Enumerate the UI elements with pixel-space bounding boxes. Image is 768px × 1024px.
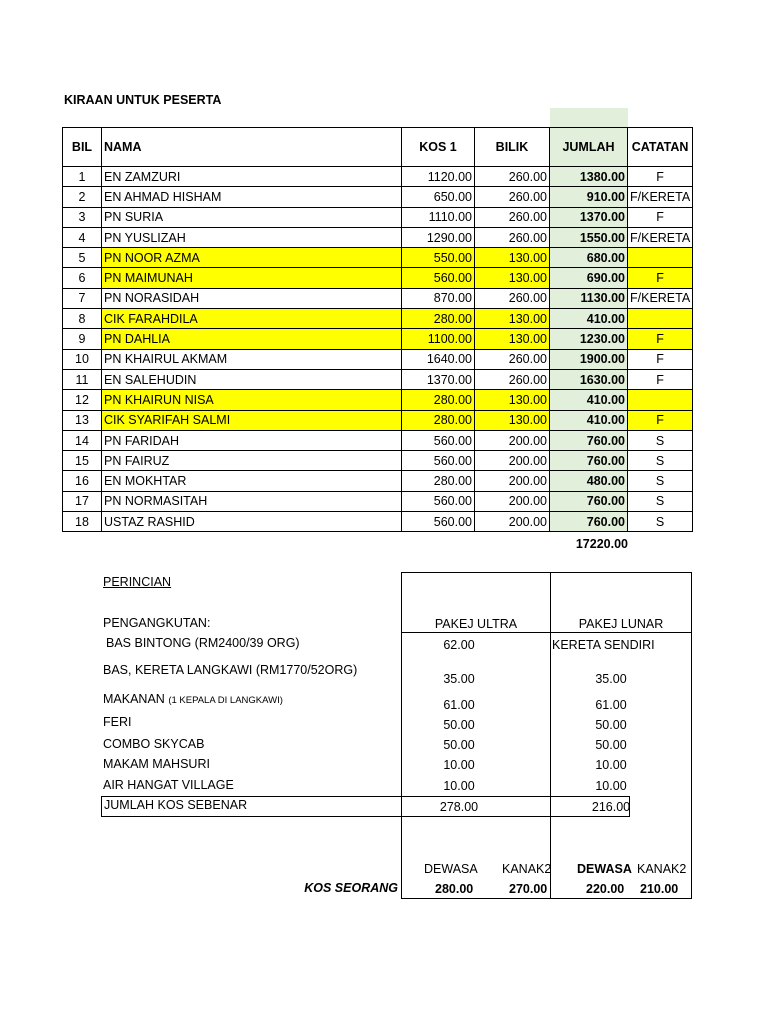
row-jumlah: 760.00: [550, 451, 628, 471]
item-label-bas-bintong: BAS BINTONG (RM2400/39 ORG): [106, 636, 300, 650]
row-kos1: 1100.00: [402, 329, 475, 349]
kos-lunar-dewasa: 220.00: [586, 882, 625, 896]
row-jumlah: 480.00: [550, 471, 628, 491]
table-row: [63, 512, 693, 532]
item-label-feri: FERI: [103, 715, 132, 729]
perincian-box-bottom: [401, 898, 692, 899]
header-nama: NAMA: [102, 128, 402, 167]
row-kos1: 280.00: [402, 309, 475, 329]
row-bil: 8: [63, 309, 102, 329]
row-catatan: F/KERETA: [628, 227, 693, 247]
perincian-box-right: [691, 572, 692, 899]
row-kos1: 560.00: [402, 430, 475, 450]
item-ultra-makam: 10.00: [443, 758, 475, 772]
item-lunar-air-hangat: 10.00: [595, 779, 627, 793]
pakej-lunar-header: PAKEJ LUNAR: [578, 617, 664, 631]
row-catatan: F/KERETA: [628, 187, 693, 207]
row-bilik: 130.00: [475, 390, 550, 410]
row-catatan: F: [628, 349, 693, 369]
row-bilik: 260.00: [475, 167, 550, 187]
header-kos1: KOS 1: [402, 128, 475, 167]
row-bilik: 130.00: [475, 329, 550, 349]
row-jumlah: 760.00: [550, 430, 628, 450]
row-kos1: 560.00: [402, 451, 475, 471]
table-header-row: [63, 128, 693, 167]
row-bilik: 130.00: [475, 248, 550, 268]
item-label-air-hangat: AIR HANGAT VILLAGE: [103, 778, 234, 792]
table-row: [63, 369, 693, 389]
row-nama: EN AHMAD HISHAM: [102, 187, 402, 207]
item-lunar-bas-langkawi: 35.00: [595, 672, 627, 686]
makanan-label: MAKANAN: [103, 692, 165, 706]
row-bil: 7: [63, 288, 102, 308]
row-bilik: 260.00: [475, 227, 550, 247]
row-nama: PN SURIA: [102, 207, 402, 227]
row-jumlah: 1380.00: [550, 167, 628, 187]
row-kos1: 560.00: [402, 491, 475, 511]
row-nama: EN SALEHUDIN: [102, 369, 402, 389]
makanan-note: (1 KEPALA DI LANGKAWI): [168, 695, 283, 706]
row-jumlah: 910.00: [550, 187, 628, 207]
row-bilik: 260.00: [475, 369, 550, 389]
row-bil: 1: [63, 167, 102, 187]
row-nama: USTAZ RASHID: [102, 512, 402, 532]
row-catatan: F: [628, 207, 693, 227]
kos-ultra-kanak: 270.00: [509, 882, 548, 896]
table-row: [63, 268, 693, 288]
lunar-dewasa-header: DEWASA: [577, 862, 632, 876]
row-catatan: [628, 309, 693, 329]
row-bil: 17: [63, 491, 102, 511]
item-lunar-skycab: 50.00: [595, 738, 627, 752]
row-nama: EN ZAMZURI: [102, 167, 402, 187]
row-kos1: 280.00: [402, 390, 475, 410]
item-lunar-makanan: 61.00: [595, 698, 627, 712]
item-ultra-air-hangat: 10.00: [443, 779, 475, 793]
row-bilik: 200.00: [475, 430, 550, 450]
pengangkutan-label: PENGANGKUTAN:: [103, 616, 211, 630]
row-bil: 6: [63, 268, 102, 288]
kos-ultra-dewasa: 280.00: [435, 882, 474, 896]
row-nama: PN FARIDAH: [102, 430, 402, 450]
sheet-title: KIRAAN UNTUK PESERTA: [64, 93, 222, 107]
total-label: JUMLAH KOS SEBENAR: [104, 798, 248, 812]
row-kos1: 550.00: [402, 248, 475, 268]
item-lunar-makam: 10.00: [595, 758, 627, 772]
row-kos1: 280.00: [402, 410, 475, 430]
header-catatan: CATATAN: [628, 128, 693, 167]
row-bilik: 200.00: [475, 471, 550, 491]
perincian-header-underline: [401, 632, 692, 633]
row-jumlah: 1630.00: [550, 369, 628, 389]
row-bil: 10: [63, 349, 102, 369]
row-kos1: 280.00: [402, 471, 475, 491]
row-bil: 3: [63, 207, 102, 227]
row-nama: PN KHAIRUN NISA: [102, 390, 402, 410]
row-kos1: 1640.00: [402, 349, 475, 369]
kos-seorang-label: KOS SEORANG: [304, 881, 398, 895]
row-bilik: 130.00: [475, 410, 550, 430]
table-row: [63, 207, 693, 227]
table-row: [63, 227, 693, 247]
row-kos1: 870.00: [402, 288, 475, 308]
row-jumlah: 410.00: [550, 410, 628, 430]
row-catatan: F: [628, 167, 693, 187]
row-bil: 16: [63, 471, 102, 491]
row-bil: 14: [63, 430, 102, 450]
table-row: [63, 451, 693, 471]
jumlah-header-fill: [550, 108, 628, 128]
total-box-top: [101, 796, 630, 797]
item-ultra-bas-langkawi: 35.00: [443, 672, 475, 686]
row-jumlah: 690.00: [550, 268, 628, 288]
row-bilik: 130.00: [475, 268, 550, 288]
row-bil: 5: [63, 248, 102, 268]
row-nama: EN MOKHTAR: [102, 471, 402, 491]
row-jumlah: 1370.00: [550, 207, 628, 227]
row-nama: PN DAHLIA: [102, 329, 402, 349]
row-jumlah: 1550.00: [550, 227, 628, 247]
row-catatan: S: [628, 512, 693, 532]
row-catatan: F/KERETA: [628, 288, 693, 308]
grand-total: 17220.00: [575, 537, 628, 551]
ultra-dewasa-header: DEWASA: [424, 862, 478, 876]
row-catatan: [628, 390, 693, 410]
row-nama: PN YUSLIZAH: [102, 227, 402, 247]
row-kos1: 1290.00: [402, 227, 475, 247]
row-nama: PN NOOR AZMA: [102, 248, 402, 268]
row-catatan: F: [628, 369, 693, 389]
table-row: [63, 430, 693, 450]
item-label-makanan: [103, 692, 283, 708]
row-bil: 4: [63, 227, 102, 247]
table-row: [63, 329, 693, 349]
kos-lunar-kanak: 210.00: [640, 882, 679, 896]
row-kos1: 650.00: [402, 187, 475, 207]
row-jumlah: 1230.00: [550, 329, 628, 349]
row-jumlah: 1130.00: [550, 288, 628, 308]
row-nama: PN NORMASITAH: [102, 491, 402, 511]
table-row: [63, 491, 693, 511]
row-bil: 11: [63, 369, 102, 389]
table-row: [63, 349, 693, 369]
item-lunar-feri: 50.00: [595, 718, 627, 732]
item-ultra-feri: 50.00: [443, 718, 475, 732]
row-bilik: 260.00: [475, 288, 550, 308]
header-jumlah: JUMLAH: [550, 128, 628, 167]
item-label-makam: MAKAM MAHSURI: [103, 757, 210, 771]
row-nama: CIK SYARIFAH SALMI: [102, 410, 402, 430]
pakej-ultra-header: PAKEJ ULTRA: [434, 617, 518, 631]
row-bil: 2: [63, 187, 102, 207]
table-row: [63, 288, 693, 308]
row-jumlah: 410.00: [550, 309, 628, 329]
row-nama: PN MAIMUNAH: [102, 268, 402, 288]
row-nama: CIK FARAHDILA: [102, 309, 402, 329]
row-bilik: 200.00: [475, 512, 550, 532]
row-catatan: F: [628, 268, 693, 288]
row-nama: PN KHAIRUL AKMAM: [102, 349, 402, 369]
row-jumlah: 410.00: [550, 390, 628, 410]
row-bil: 12: [63, 390, 102, 410]
row-bil: 9: [63, 329, 102, 349]
total-lunar: 216.00: [591, 800, 631, 814]
row-bilik: 260.00: [475, 207, 550, 227]
item-lunar-bas-bintong: KERETA SENDIRI: [552, 638, 655, 652]
total-box-left: [101, 796, 102, 817]
row-bil: 18: [63, 512, 102, 532]
row-kos1: 560.00: [402, 268, 475, 288]
item-ultra-skycab: 50.00: [443, 738, 475, 752]
ultra-kanak-header: KANAK2: [502, 862, 552, 876]
table-row: [63, 410, 693, 430]
row-kos1: 1370.00: [402, 369, 475, 389]
row-bilik: 200.00: [475, 491, 550, 511]
row-bilik: 130.00: [475, 309, 550, 329]
row-catatan: F: [628, 329, 693, 349]
row-bilik: 260.00: [475, 349, 550, 369]
row-jumlah: 760.00: [550, 491, 628, 511]
row-catatan: S: [628, 451, 693, 471]
item-ultra-bas-bintong: 62.00: [443, 638, 475, 652]
table-row: [63, 471, 693, 491]
row-jumlah: 760.00: [550, 512, 628, 532]
row-bilik: 260.00: [475, 187, 550, 207]
perincian-heading: PERINCIAN: [103, 575, 172, 589]
item-label-bas-langkawi: BAS, KERETA LANGKAWI (RM1770/52ORG): [103, 663, 358, 677]
total-box-bottom: [101, 816, 630, 817]
row-kos1: 560.00: [402, 512, 475, 532]
lunar-kanak-header: KANAK2: [637, 862, 687, 876]
table-row: [63, 309, 693, 329]
row-catatan: [628, 248, 693, 268]
table-row: [63, 390, 693, 410]
item-label-skycab: COMBO SKYCAB: [103, 737, 205, 751]
row-kos1: 1110.00: [402, 207, 475, 227]
item-ultra-makanan: 61.00: [443, 698, 475, 712]
table-row: [63, 187, 693, 207]
row-jumlah: 1900.00: [550, 349, 628, 369]
participant-table: [62, 127, 693, 532]
table-row: [63, 248, 693, 268]
row-catatan: S: [628, 471, 693, 491]
total-ultra: 278.00: [439, 800, 479, 814]
table-row: [63, 167, 693, 187]
row-bilik: 200.00: [475, 451, 550, 471]
row-nama: PN NORASIDAH: [102, 288, 402, 308]
header-bil: BIL: [63, 128, 102, 167]
row-bil: 15: [63, 451, 102, 471]
row-catatan: S: [628, 430, 693, 450]
row-bil: 13: [63, 410, 102, 430]
row-nama: PN FAIRUZ: [102, 451, 402, 471]
row-catatan: F: [628, 410, 693, 430]
row-catatan: S: [628, 491, 693, 511]
row-jumlah: 680.00: [550, 248, 628, 268]
header-bilik: BILIK: [475, 128, 550, 167]
row-kos1: 1120.00: [402, 167, 475, 187]
perincian-box-top: [401, 572, 692, 573]
